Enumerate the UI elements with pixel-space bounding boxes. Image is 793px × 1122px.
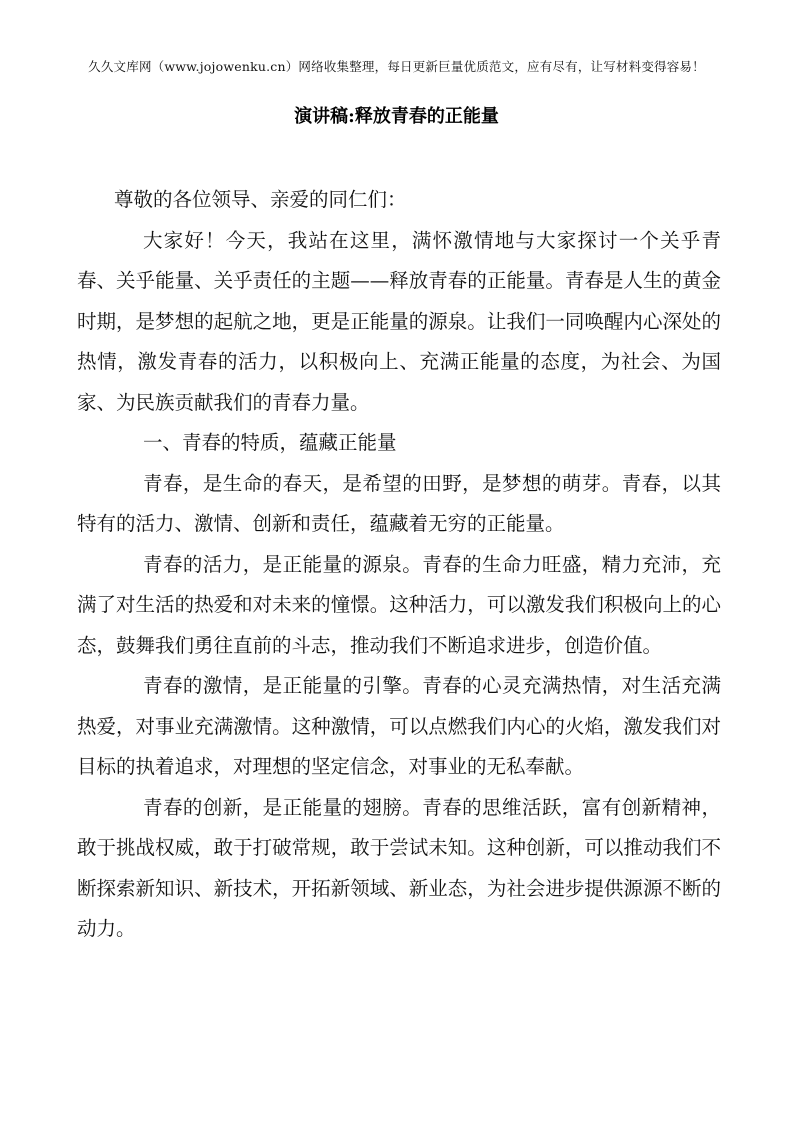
- salutation: 尊敬的各位领导、亲爱的同仁们：: [114, 188, 407, 211]
- section-heading-1: 一、青春的特质，蕴藏正能量: [143, 431, 397, 454]
- paragraph-youth-spring: 青春，是生命的春天，是希望的田野，是梦想的萌芽。青春，以其特有的活力、激情、创新和责任，蕴藏着无穷的正能量。: [77, 471, 721, 535]
- paragraph-youth-vitality: 青春的活力，是正能量的源泉。青春的生命力旺盛，精力充沛，充满了对生活的热爱和对未来的憧憬。这种活力，可以激发我们积极向上的心态，鼓舞我们勇往直前的斗志，推动我们不断追求进步，创造价值。: [77, 552, 721, 657]
- document-title: 演讲稿:释放青春的正能量: [294, 106, 499, 127]
- paragraph-opening: 大家好！今天，我站在这里，满怀激情地与大家探讨一个关乎青春、关乎能量、关乎责任的主题——释放青春的正能量。青春是人生的黄金时期，是梦想的起航之地，更是正能量的源泉。让我们一同唤醒内心深处的热情，激发青春的活力，以积极向上、充满正能量的态度，为社会、为国家、为民族贡献我们的青春力量。: [77, 228, 721, 414]
- paragraph-youth-passion: 青春的激情，是正能量的引擎。青春的心灵充满热情，对生活充满热爱，对事业充满激情。这种激情，可以点燃我们内心的火焰，激发我们对目标的执着追求，对理想的坚定信念，对事业的无私奉献。: [77, 674, 721, 778]
- paragraph-youth-innovation: 青春的创新，是正能量的翅膀。青春的思维活跃，富有创新精神，敢于挑战权威，敢于打破常规，敢于尝试未知。这种创新，可以推动我们不断探索新知识、新技术，开拓新领域、新业态，为社会进步提供源源不断的动力。: [77, 795, 721, 940]
- document-body: [77, 180, 721, 950]
- header-watermark-note: 久久文库网（www.jojowenku.cn）网络收集整理，每日更新巨量优质范文，应有尽有，让写材料变得容易！: [88, 59, 705, 74]
